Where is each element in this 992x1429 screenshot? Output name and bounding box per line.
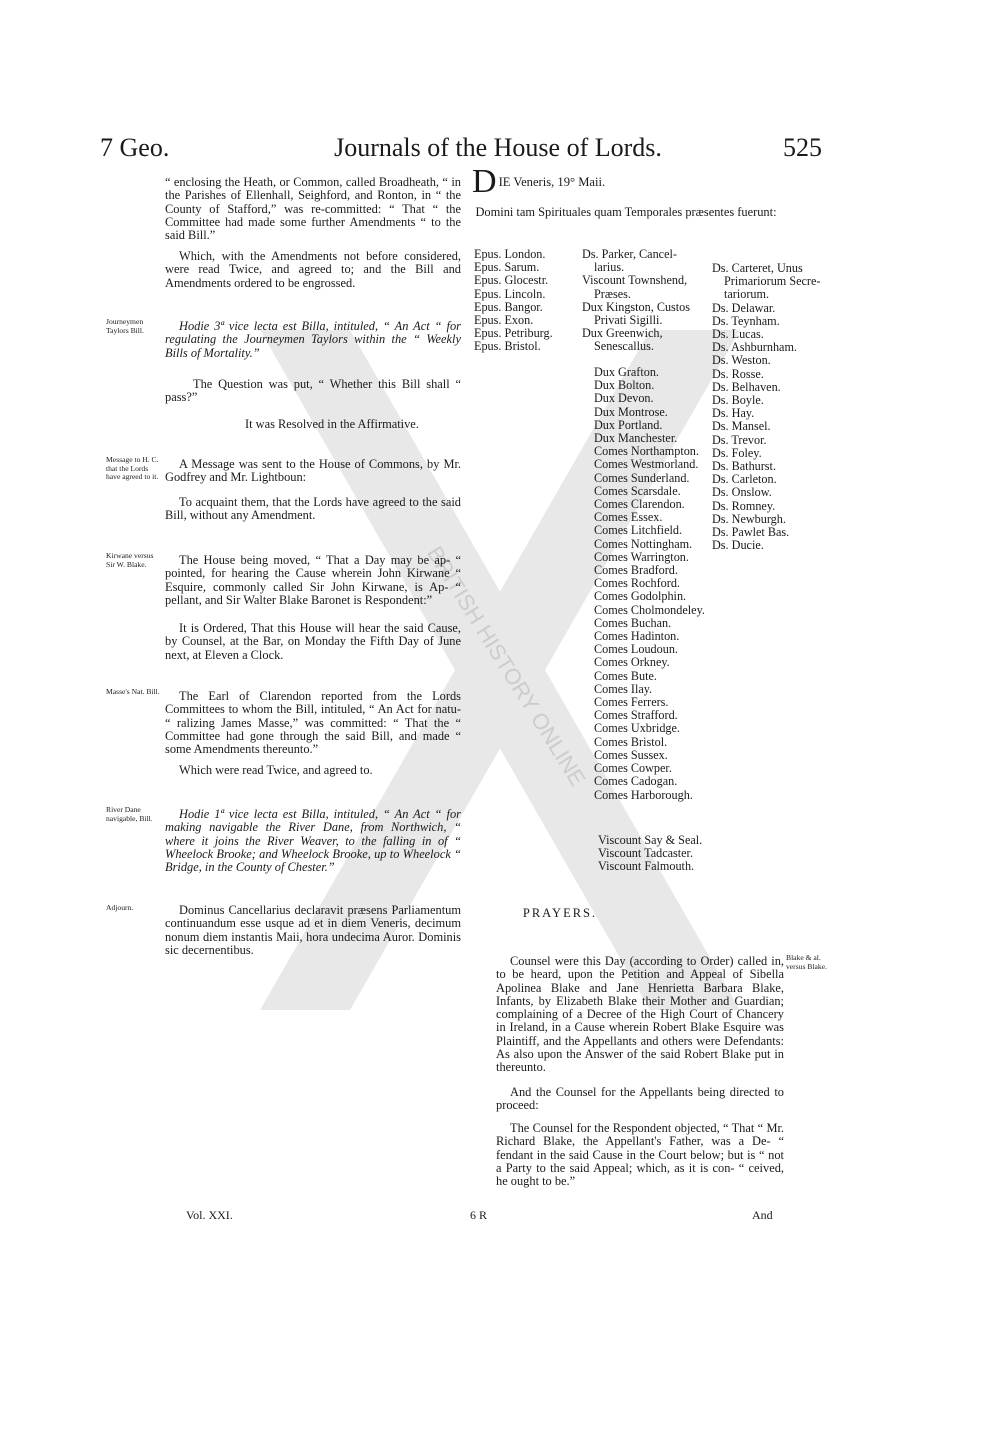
list-item: Ds. Lucas. — [712, 327, 764, 342]
list-item: Comes Clarendon. — [594, 497, 685, 512]
list-item: Comes Cholmondeley. — [594, 602, 705, 617]
left-para-10: The Earl of Clarendon reported from the Lords Committees to whom the Bill, intituled, “ An Act for natu- “ ralizing James Masse,” was committed: “ That the “ Committee had gone through the said Bill, and made “ some Amendments thereunto.” — [165, 689, 461, 757]
list-item: Comes Ferrers. — [594, 695, 669, 710]
list-item: Comes Scarsdale. — [594, 483, 681, 498]
list-item: Ds. Belhaven. — [712, 379, 781, 394]
margin-note-kirwane: Kirwane versus Sir W. Blake. — [106, 551, 154, 569]
list-item: Ds. Carleton. — [712, 472, 777, 487]
list-item: Viscount Townshend, — [582, 273, 688, 288]
list-item: Ds. Foley. — [712, 445, 762, 460]
list-item: larius. — [594, 260, 625, 275]
left-para-3: Hodie 3ª vice lecta est Billa, intituled, “ An Act “ for regulating the Journeymen Taylors within the “ Weekly Bills of Mortality.” — [165, 319, 461, 360]
margin-note-dane: River Dane navigable, Bill. — [106, 805, 153, 823]
list-item: Epus. Sarum. — [474, 260, 540, 275]
list-item: Dux Grafton. — [594, 365, 659, 379]
list-item: Comes Uxbridge. — [594, 721, 680, 736]
date-heading — [472, 163, 792, 200]
watermark-text: BRITISH HISTORY ONLINE — [422, 541, 591, 791]
list-item: Comes Rochford. — [594, 576, 680, 591]
list-item: Ds. Ducie. — [712, 538, 764, 553]
right-para-3: The Counsel for the Respondent objected, “ That “ Mr. Richard Blake, the Appellant's Father, was a De- “ fendant in the said Cause in the Court below; but is “ not a Party to the said Appeal; which, as it is con- “ ceived, he ought to be.” — [496, 1121, 784, 1189]
list-item: Epus. London. — [474, 247, 546, 261]
header-regnal-year: 7 Geo. — [100, 133, 170, 162]
list-item: Comes Ilay. — [594, 681, 653, 696]
list-item: Dux Greenwich, — [582, 326, 663, 341]
list-item: Ds. Rosse. — [712, 366, 764, 381]
list-item: Comes Bradford. — [594, 563, 678, 578]
list-item: Comes Hadinton. — [594, 629, 680, 644]
list-item: Viscount Falmouth. — [598, 859, 695, 874]
list-item: Ds. Pawlet Bas. — [712, 525, 790, 540]
list-item: Comes Strafford. — [594, 708, 678, 723]
footer-volume: Vol. XXI. — [186, 1208, 233, 1222]
list-item: Dux Montrose. — [594, 404, 668, 419]
present-heading: Domini tam Spirituales quam Temporales præsentes fuerunt: — [475, 205, 777, 219]
list-item: Præses. — [594, 286, 631, 301]
margin-note-taylors: Journeymen Taylors Bill. — [106, 317, 144, 335]
footer-signature: 6 R — [470, 1208, 488, 1222]
margin-note-adjourn: Adjourn. — [106, 903, 134, 912]
list-item: Comes Northampton. — [594, 444, 699, 459]
list-item: Comes Sunderland. — [594, 470, 690, 485]
left-para-9: It is Ordered, That this House will hear the said Cause, by Counsel, at the Bar, on Monday the Fifth Day of June next, at Eleven a Clock. — [165, 621, 461, 662]
left-para-11: Which were read Twice, and agreed to. — [179, 763, 373, 777]
list-item: Epus. Exon. — [474, 313, 534, 328]
list-item: Comes Cowper. — [594, 761, 672, 776]
list-item: Ds. Carteret, Unus — [712, 261, 803, 275]
list-item: Ds. Teynham. — [712, 313, 780, 328]
list-item: Comes Bute. — [594, 668, 657, 683]
list-item: Privati Sigilli. — [594, 313, 663, 328]
list-item: Comes Bristol. — [594, 734, 668, 749]
right-para-1: Counsel were this Day (according to Order) called in, to be heard, upon the Petition and Appeal of Sibella Apolinea Blake and Jane Henrietta Barbara Blake, Infants, by Elizabeth Blake their Mother and Guardian; complaining of a Decree of the High Court of Chancery in Ireland, in a Cause wherein Robert Blake Esquire was Plaintiff, and the Appellants and others were Defendants: As also upon the Answer of the said Robert Blake put in thereunto. — [496, 954, 784, 1075]
list-item: tariorum. — [724, 287, 770, 302]
list-item: Dux Portland. — [594, 417, 663, 432]
list-item: Comes Essex. — [594, 510, 663, 525]
bishops-list — [474, 248, 574, 354]
left-para-1: “ enclosing the Heath, or Common, called Broadheath, “ in the Parishes of Ellenhall, Seighford, and Ronton, in “ the County of Stafford,” was re-committed: “ That “ the Committee had made some further Amendments “ to the said Bill.” — [165, 175, 461, 243]
margin-note-blake: Blake & al. versus Blake. — [786, 953, 827, 971]
list-item: Ds. Parker, Cancel- — [582, 247, 677, 261]
footer-catchword: And — [752, 1208, 773, 1222]
left-para-4: The Question was put, “ Whether this Bill shall “ pass?” — [165, 377, 461, 405]
list-item: Ds. Ashburnham. — [712, 340, 797, 355]
list-item: Ds. Romney. — [712, 498, 776, 513]
list-item: Ds. Weston. — [712, 353, 771, 368]
list-item: Comes Warrington. — [594, 549, 689, 564]
list-item: Comes Harborough. — [594, 787, 693, 802]
list-item: Comes Nottingham. — [594, 536, 693, 551]
list-item: Comes Loudoun. — [594, 642, 678, 657]
list-item: Epus. Glocestr. — [474, 273, 549, 288]
list-item: Viscount Tadcaster. — [598, 846, 693, 861]
list-item: Comes Westmorland. — [594, 457, 699, 472]
list-item: Epus. Bristol. — [474, 339, 541, 354]
margin-note-message: Message to H. C. that the Lords have agreed to it. — [106, 455, 159, 482]
dropcap: D — [472, 163, 497, 200]
list-item: Ds. Newburgh. — [712, 511, 786, 526]
left-para-7: To acquaint them, that the Lords have agreed to the said Bill, without any Amendment. — [165, 495, 461, 523]
list-item: Epus. Lincoln. — [474, 286, 546, 301]
left-para-6: A Message was sent to the House of Commons, by Mr. Godfrey and Mr. Lightboun: — [165, 457, 461, 485]
list-item: Dux Devon. — [594, 391, 654, 406]
list-item: Ds. Boyle. — [712, 393, 764, 408]
viscounts-list — [598, 834, 718, 874]
list-item: Dux Manchester. — [594, 431, 678, 446]
list-item: Viscount Say & Seal. — [598, 833, 703, 847]
list-item: Comes Litchfield. — [594, 523, 683, 538]
margin-note-masse: Masse's Nat. Bill. — [106, 687, 160, 696]
left-para-12: Hodie 1ª vice lecta est Billa, intituled, “ An Act “ for making navigable the River Dane, from Northwich, “ where it joins the River Weaver, to the falling in of “ Wheelock Brooke; and Wheelock Brooke, up to Wheelock “ Bridge, in the County of Chester.” — [165, 807, 461, 875]
left-para-8: The House being moved, “ That a Day may be ap- “ pointed, for hearing the Cause wherein John Kirwane “ Esquire, commonly called Sir John Kirwane, is Ap- “ pellant, and Sir Walter Blake Baronet is Respondent:” — [165, 553, 461, 607]
list-item: Ds. Onslow. — [712, 485, 772, 500]
page-title: Journals of the House of Lords. — [334, 133, 662, 162]
list-item: Ds. Hay. — [712, 406, 755, 421]
left-para-5: It was Resolved in the Affirmative. — [245, 417, 419, 431]
left-para-2: Which, with the Amendments not before considered, were read Twice, and agreed to; and the Bill and Amendments ordered to be engrossed. — [165, 249, 461, 290]
list-item: Dux Kingston, Custos — [582, 299, 691, 314]
officers-list — [582, 248, 712, 354]
list-item: Ds. Bathurst. — [712, 459, 776, 474]
list-item: Comes Buchan. — [594, 615, 672, 630]
left-para-13: Dominus Cancellarius declaravit præsens Parliamentum continuandum esse usque ad et in diem Veneris, decimum nonum diem instantis Maii, hora undecima Auror. Dominis sic decernentibus. — [165, 903, 461, 957]
list-item: Dux Bolton. — [594, 378, 655, 393]
dukes-earls-list — [594, 366, 714, 802]
page-number: 525 — [783, 133, 822, 162]
list-item: Senescallus. — [594, 339, 654, 354]
list-item: Comes Orkney. — [594, 655, 670, 670]
list-item: Ds. Mansel. — [712, 419, 771, 434]
right-para-2: And the Counsel for the Appellants being directed to proceed: — [496, 1085, 784, 1113]
prayers-heading: PRAYERS. — [522, 906, 598, 920]
barons-list — [712, 262, 822, 552]
list-item: Comes Godolphin. — [594, 589, 687, 604]
list-item: Epus. Petriburg. — [474, 326, 553, 341]
list-item: Epus. Bangor. — [474, 299, 543, 314]
list-item: Comes Sussex. — [594, 747, 668, 762]
list-item: Comes Cadogan. — [594, 774, 678, 789]
list-item: Ds. Trevor. — [712, 432, 767, 447]
list-item: Primariorum Secre- — [724, 274, 821, 289]
date-text: IE Veneris, 19° Maii. — [498, 175, 606, 189]
list-item: Ds. Delawar. — [712, 300, 776, 315]
